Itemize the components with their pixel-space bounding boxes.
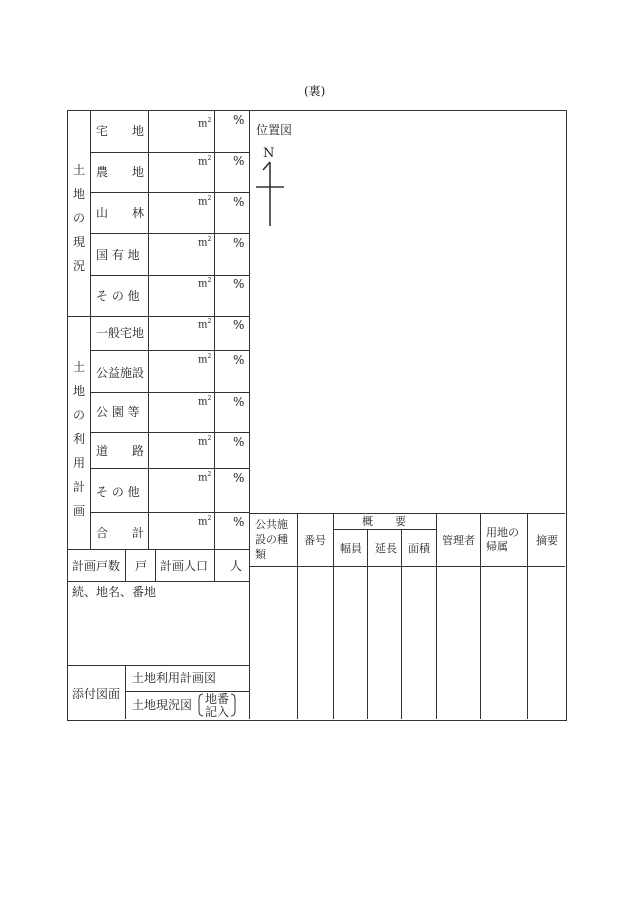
area-unit: $m^2$: [198, 277, 212, 290]
table-rule: [155, 549, 156, 581]
table-rule: [67, 316, 249, 317]
area-unit: $m^2$: [198, 435, 212, 448]
table-rule: [148, 110, 149, 549]
table-rule: [125, 665, 126, 719]
table-rule: [90, 468, 249, 469]
north-label: N: [263, 146, 275, 161]
land-status-group-label: 土 地 の 現 況: [72, 163, 85, 273]
lot-number-note-line1: 地番: [205, 692, 230, 706]
table-rule: [90, 110, 91, 549]
land-use-row-label: 道 路: [96, 444, 145, 458]
total-row-label: 合 計: [96, 526, 145, 540]
land-use-row-label: 一般宅地: [96, 326, 145, 340]
area-unit: $m^2$: [198, 318, 212, 331]
table-rule: [214, 110, 215, 549]
lot-number-note: [196, 691, 238, 719]
percent-unit: %: [233, 435, 245, 449]
attachment-land-status-map: 土地現況図: [132, 698, 193, 712]
percent-unit: %: [233, 318, 245, 332]
remarks-header: 摘要: [536, 534, 558, 547]
land-use-row-label: 公益施設: [96, 366, 145, 380]
table-rule: [367, 529, 368, 719]
table-rule: [90, 192, 249, 193]
table-rule: [67, 665, 249, 666]
location-address-label: 続、地名、番地: [72, 585, 157, 599]
percent-unit: %: [233, 113, 245, 127]
planned-units-label: 計画戸数: [72, 559, 121, 573]
overview-header: 概 要: [362, 515, 406, 528]
north-arrow-icon: [252, 150, 288, 230]
land-status-row-label: そ の 他: [96, 289, 140, 303]
table-rule: [90, 233, 249, 234]
percent-unit: %: [233, 395, 245, 409]
table-rule: [333, 513, 334, 719]
percent-unit: %: [233, 515, 245, 529]
length-header: 延長: [375, 542, 397, 555]
table-rule: [90, 152, 249, 153]
units-unit: 戸: [135, 559, 148, 573]
table-rule: [90, 392, 249, 393]
area-unit: $m^2$: [198, 395, 212, 408]
area-unit: $m^2$: [198, 155, 212, 168]
table-rule: [90, 350, 249, 351]
location-map-label: 位置図: [256, 123, 293, 137]
table-rule: [436, 513, 437, 719]
table-rule: [527, 513, 528, 719]
percent-unit: %: [233, 353, 245, 367]
area-unit: $m^2$: [198, 236, 212, 249]
table-rule: [401, 529, 402, 719]
percent-unit: %: [233, 277, 245, 291]
table-rule: [214, 549, 215, 581]
percent-unit: %: [233, 195, 245, 209]
table-rule: [67, 549, 249, 550]
number-header: 番号: [304, 534, 326, 547]
land-status-row-label: 国 有 地: [96, 248, 140, 262]
area-unit: $m^2$: [198, 117, 212, 130]
attachment-land-use-plan-map: 土地利用計画図: [132, 671, 217, 685]
percent-unit: %: [233, 471, 245, 485]
land-use-plan-group-label: 土 地 の 利 用 計 画: [72, 360, 85, 518]
land-status-row-label: 農 地: [96, 165, 145, 179]
percent-unit: %: [233, 236, 245, 250]
area-unit: $m^2$: [198, 195, 212, 208]
area-unit: $m^2$: [198, 353, 212, 366]
attachments-label: 添付図面: [72, 687, 121, 701]
table-rule: [90, 432, 249, 433]
percent-unit: %: [233, 154, 245, 168]
side-label: (裏): [304, 84, 326, 98]
planned-population-label: 計画人口: [160, 559, 209, 573]
table-rule: [90, 275, 249, 276]
area-unit: $m^2$: [198, 515, 212, 528]
manager-header: 管理者: [442, 534, 475, 547]
land-use-row-label: 公 園 等: [96, 405, 140, 419]
form-outer-border: [67, 110, 567, 721]
width-header: 幅員: [340, 542, 362, 555]
area-unit: $m^2$: [198, 471, 212, 484]
lot-number-note-line2: 記入: [205, 705, 230, 719]
table-rule: [333, 529, 436, 530]
land-status-row-label: 山 林: [96, 206, 145, 220]
table-rule: [90, 512, 249, 513]
table-rule: [297, 513, 298, 719]
facility-type-header: 公共施 設の種 類: [255, 518, 288, 561]
population-unit: 人: [230, 559, 243, 573]
land-ownership-header: 用地の 帰属: [486, 526, 519, 553]
area-header: 面積: [408, 542, 430, 555]
table-rule: [125, 549, 126, 581]
table-rule: [67, 581, 249, 582]
table-rule: [480, 513, 481, 719]
land-status-row-label: 宅 地: [96, 124, 145, 138]
table-rule: [249, 110, 250, 719]
land-use-row-label: そ の 他: [96, 485, 140, 499]
